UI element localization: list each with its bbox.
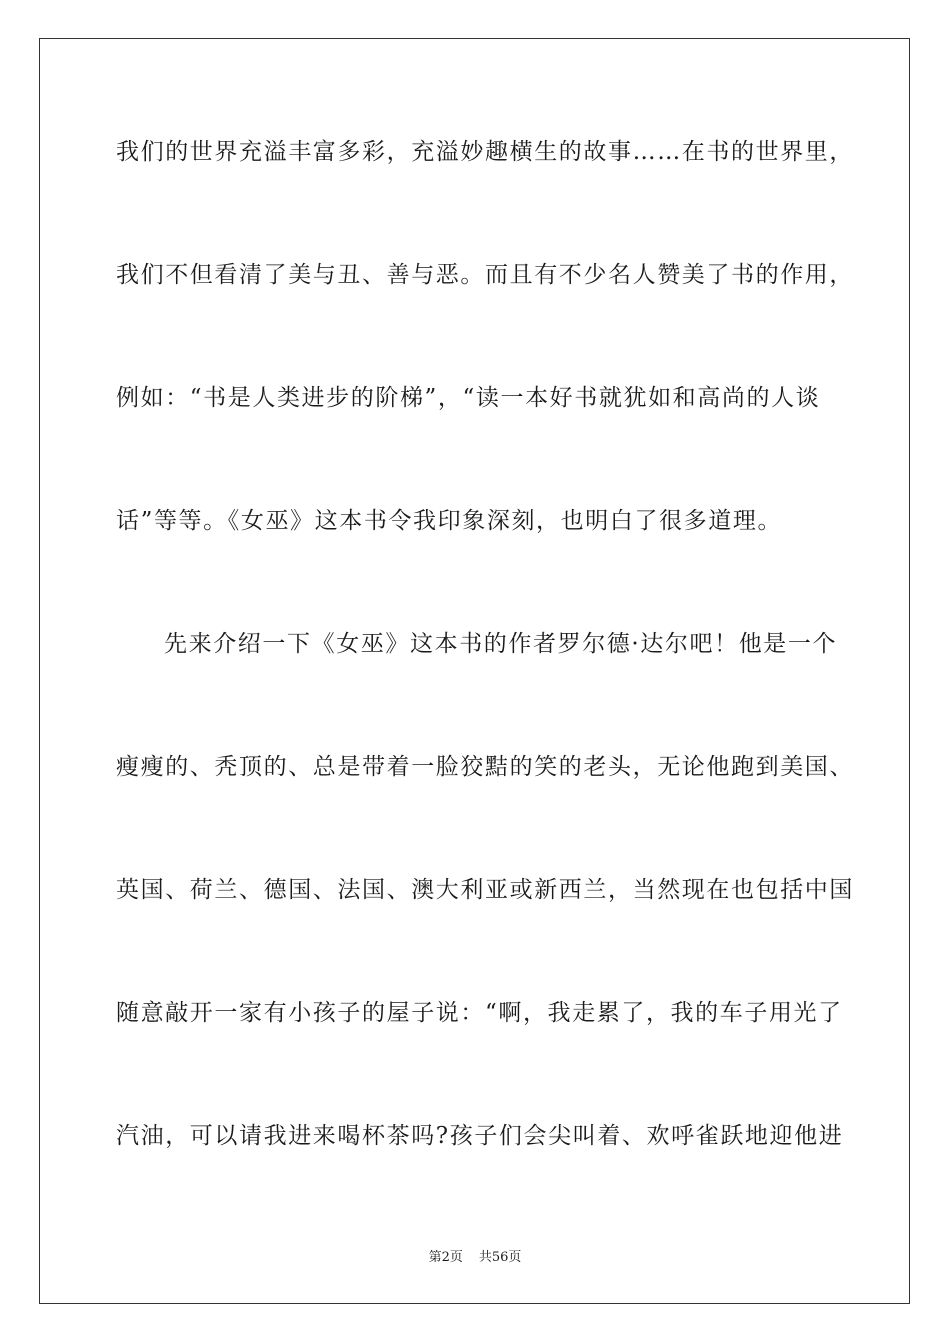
text-line: 我们不但看清了美与丑、善与恶。而且有不少名人赞美了书的作用，: [116, 262, 854, 288]
document-body: [116, 128, 854, 1235]
text-line: 例如：“书是人类进步的阶梯”，“读一本好书就犹如和高尚的人谈: [116, 385, 821, 411]
total-pages: 共56页: [478, 1250, 522, 1265]
text-line: 话”等等。《女巫》这本书令我印象深刻，也明白了很多道理。: [116, 508, 783, 534]
text-line: 瘦瘦的、秃顶的、总是带着一脸狡黠的笑的老头，无论他跑到美国、: [116, 754, 854, 780]
text-line: 英国、荷兰、德国、法国、澳大利亚或新西兰，当然现在也包括中国: [116, 877, 854, 903]
text-line: 随意敲开一家有小孩子的屋子说：“啊，我走累了，我的车子用光了: [116, 1000, 843, 1026]
text-line: 汽油，可以请我进来喝杯茶吗?孩子们会尖叫着、欢呼雀跃地迎他进: [116, 1123, 844, 1149]
page-number: 第2页: [428, 1250, 463, 1265]
text-line-paragraph-start: 先来介绍一下《女巫》这本书的作者罗尔德·达尔吧！他是一个: [164, 631, 838, 657]
text-line: 我们的世界充溢丰富多彩，充溢妙趣横生的故事……在书的世界里，: [116, 139, 854, 165]
page-footer: [0, 1246, 950, 1265]
